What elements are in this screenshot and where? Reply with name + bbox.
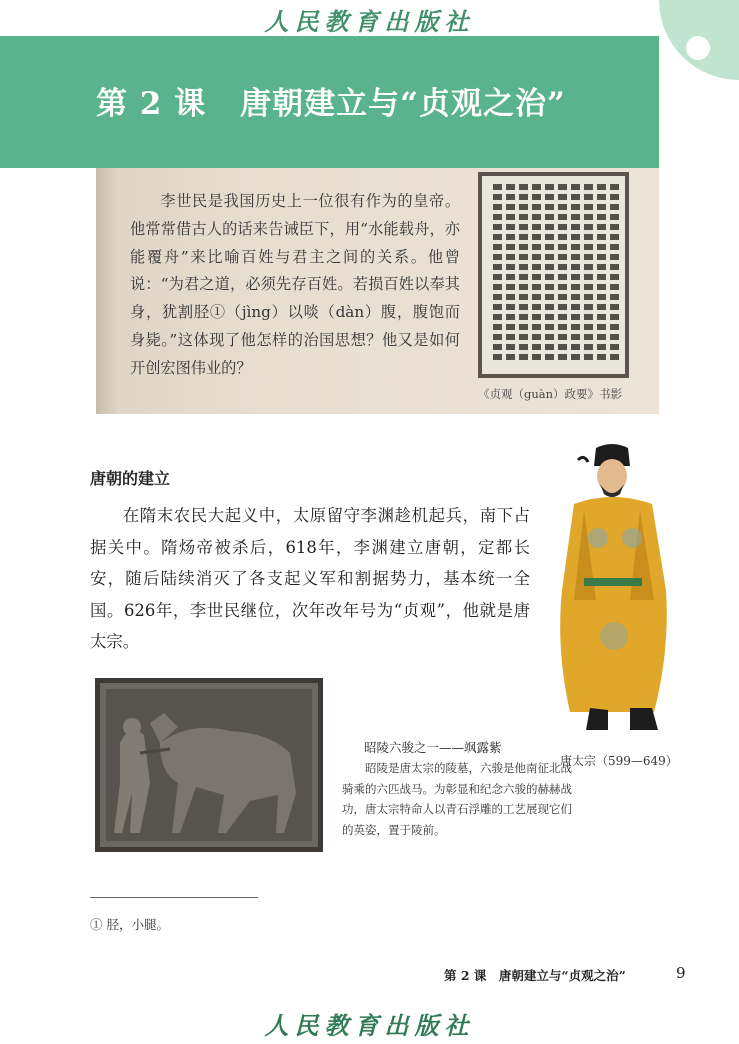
corner-notch [686,36,710,60]
publisher-logo-bottom: 人民教育出版社 [264,1011,475,1040]
intro-text: 李世民是我国历史上一位很有作为的皇帝。他常常借古人的话来告诫臣下，用“水能载舟，亦能覆舟”来比喻百姓与君主之间的关系。他曾说：“为君之道，必须先存百姓。若损百姓以奉其身，犹割胫①（jìng）以啖（dàn）腹，腹饱而身毙。”这体现了他怎样的治国思想？他又是如何开创宏图伟业的？ [130,192,460,377]
footnote: ① 胫，小腿。 [90,917,169,932]
lesson-title-text: 唐朝建立与“贞观之治” [240,86,566,122]
zhenguan-zhengyao-book-image [478,172,629,378]
relief-title: 昭陵六骏之一——飒露紫 [364,740,502,755]
emperor-caption: 唐太宗（599—649） [560,754,678,768]
running-footer: 第 2 课 唐朝建立与“贞观之治” [444,968,626,983]
section-heading: 唐朝的建立 [90,469,171,488]
emperor-taizong-portrait [534,440,689,740]
intro-box-fold [96,168,120,414]
saluzi-relief-image [95,678,323,852]
lesson-number: 第 2 课 [96,86,207,122]
intro-box-margin [0,168,96,414]
relief-description: 昭陵是唐太宗的陵墓，六骏是他南征北战骑乘的六匹战马。为彰显和纪念六骏的赫赫战功，唐太宗特命人以青石浮雕的工艺展现它们的英姿，置于陵前。 [342,761,572,837]
publisher-logo-top: 人民教育出版社 [264,7,475,36]
footnote-divider [90,897,258,898]
section-paragraph: 在隋末农民大起义中，太原留守李渊趁机起兵，南下占据关中。隋炀帝被杀后，618年，李渊建立唐朝，定都长安，随后陆续消灭了各支起义军和割据势力，基本统一全国。626年，李世民继位，次年改年号为“贞观”，他就是唐太宗。 [90,506,530,651]
lesson-title [96,78,566,123]
page-number: 9 [676,964,686,982]
book-image-caption: 《贞观（guàn）政要》书影 [478,387,623,401]
